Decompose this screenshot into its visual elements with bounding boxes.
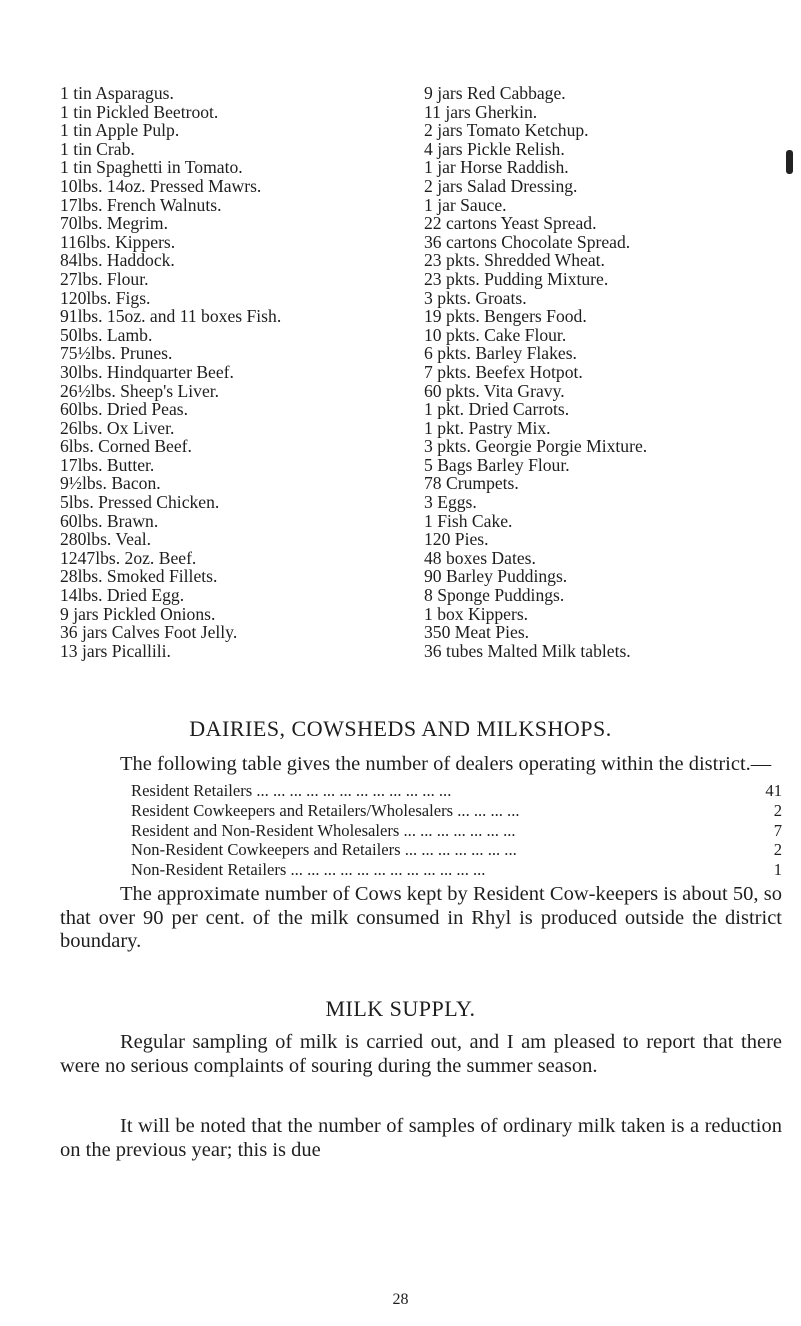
list-item: 1 pkt. Dried Carrots. (424, 399, 570, 420)
list-item: 9 jars Pickled Onions. (60, 603, 216, 624)
list-item: 17lbs. French Walnuts. (60, 194, 222, 215)
list-item: 4 jars Pickle Relish. (424, 138, 565, 159)
list-item: 3 Eggs. (424, 492, 477, 513)
milk-paragraph-2: It will be noted that the number of samples of ordinary milk taken is a reduction on the previous year; this is due (60, 1115, 782, 1161)
list-item: 70lbs. Megrim. (60, 213, 169, 234)
list-item: 5lbs. Pressed Chicken. (60, 492, 220, 513)
list-item: 10 pkts. Cake Flour. (424, 324, 567, 345)
list-item: 28lbs. Smoked Fillets. (60, 566, 218, 587)
list-item: 84lbs. Haddock. (60, 250, 175, 271)
dairies-heading: DAIRIES, COWSHEDS AND MILKSHOPS. (189, 716, 612, 741)
row-dots: ... ... ... ... ... ... ... (403, 820, 516, 840)
list-item: 14lbs. Dried Egg. (60, 585, 185, 606)
list-item: 1 box Kippers. (424, 603, 529, 624)
row-value: 1 (773, 860, 782, 880)
dairies-intro: The following table gives the number of dealers operating within the district.— (120, 753, 772, 775)
list-item: 90 Barley Puddings. (424, 566, 568, 587)
list-item: 350 Meat Pies. (424, 622, 530, 643)
list-item: 60lbs. Dried Peas. (60, 399, 189, 420)
list-item: 27lbs. Flour. (60, 268, 149, 289)
right-item-list (424, 84, 796, 660)
left-item-list (60, 84, 390, 660)
list-item: 280lbs. Veal. (60, 529, 152, 550)
list-item: 1 tin Asparagus. (60, 83, 174, 103)
table-row (131, 781, 782, 801)
list-item: 9 jars Red Cabbage. (424, 83, 566, 103)
list-item: 36 cartons Chocolate Spread. (424, 231, 631, 252)
list-item: 120lbs. Figs. (60, 287, 151, 308)
list-item: 116lbs. Kippers. (60, 231, 176, 252)
list-item: 6 pkts. Barley Flakes. (424, 343, 577, 364)
row-label: Non-Resident Retailers (131, 860, 287, 880)
table-row (131, 840, 782, 860)
list-item: 48 boxes Dates. (424, 547, 536, 568)
table-row (131, 801, 782, 821)
list-item: 5 Bags Barley Flour. (424, 454, 570, 475)
list-item: 7 pkts. Beefex Hotpot. (424, 361, 583, 382)
row-label: Non-Resident Cowkeepers and Retailers (131, 840, 401, 860)
list-item: 1 pkt. Pastry Mix. (424, 417, 551, 438)
list-item: 8 Sponge Puddings. (424, 585, 565, 606)
list-item: 91lbs. 15oz. and 11 boxes Fish. (60, 306, 282, 327)
list-item: 1 tin Pickled Beetroot. (60, 101, 219, 122)
milk-paragraph-1: Regular sampling of milk is carried out, and I am pleased to report that there were no serious complaints of souring during the summer season. (60, 1031, 782, 1077)
list-item: 120 Pies. (424, 529, 489, 550)
page-number: 28 (392, 1291, 409, 1308)
table-row (131, 821, 782, 841)
list-item: 1 tin Apple Pulp. (60, 120, 180, 141)
list-item: 26lbs. Ox Liver. (60, 417, 175, 438)
list-item: 1 jar Sauce. (424, 194, 507, 215)
row-value: 7 (773, 820, 782, 840)
list-item: 23 pkts. Pudding Mixture. (424, 268, 609, 289)
list-item: 13 jars Picallili. (60, 640, 171, 661)
list-item: 10lbs. 14oz. Pressed Mawrs. (60, 175, 262, 196)
list-item: 50lbs. Lamb. (60, 324, 153, 345)
list-item: 30lbs. Hindquarter Beef. (60, 361, 234, 382)
list-item: 2 jars Salad Dressing. (424, 175, 578, 196)
list-item: 36 jars Calves Foot Jelly. (60, 622, 238, 643)
milk-supply-heading: MILK SUPPLY. (325, 996, 476, 1021)
list-item: 1247lbs. 2oz. Beef. (60, 547, 197, 568)
row-value: 41 (765, 781, 782, 800)
list-item: 3 pkts. Georgie Porgie Mixture. (424, 436, 648, 457)
list-item: 23 pkts. Shredded Wheat. (424, 250, 605, 271)
table-row (131, 860, 782, 880)
row-value: 2 (773, 800, 782, 820)
list-item: 78 Crumpets. (424, 473, 519, 494)
list-item: 75½lbs. Prunes. (60, 343, 173, 364)
cows-paragraph: The approximate number of Cows kept by Resident Cow-keepers is about 50, so that over 90 per cent. of the milk consumed in Rhyl is produced outside the district boundary. (60, 883, 782, 952)
list-item: 22 cartons Yeast Spread. (424, 213, 597, 234)
list-item: 9½lbs. Bacon. (60, 473, 161, 494)
list-item: 11 jars Gherkin. (424, 101, 538, 122)
row-dots: ... ... ... ... ... ... ... (404, 840, 517, 860)
row-value: 2 (773, 840, 782, 860)
row-label: Resident Retailers (131, 781, 253, 800)
list-item: 2 jars Tomato Ketchup. (424, 120, 589, 141)
list-item: 26½lbs. Sheep's Liver. (60, 380, 220, 401)
row-dots: ... ... ... ... ... ... ... ... ... ... ... ... (256, 781, 452, 800)
dealers-table (131, 781, 782, 880)
list-item: 60 pkts. Vita Gravy. (424, 380, 565, 401)
list-item: 1 tin Crab. (60, 138, 135, 159)
list-item: 17lbs. Butter. (60, 454, 155, 475)
row-label: Resident Cowkeepers and Retailers/Wholesalers (131, 800, 454, 820)
list-item: 36 tubes Malted Milk tablets. (424, 640, 631, 661)
margin-mark (786, 150, 793, 174)
list-item: 19 pkts. Bengers Food. (424, 306, 587, 327)
list-item: 6lbs. Corned Beef. (60, 436, 192, 457)
row-dots: ... ... ... ... ... ... ... ... ... ... ... ... (290, 860, 486, 880)
list-item: 1 jar Horse Raddish. (424, 157, 569, 178)
list-item: 1 tin Spaghetti in Tomato. (60, 157, 243, 178)
list-item: 60lbs. Brawn. (60, 510, 159, 531)
row-label: Resident and Non-Resident Wholesalers (131, 820, 400, 840)
list-item: 3 pkts. Groats. (424, 287, 527, 308)
list-item: 1 Fish Cake. (424, 510, 513, 531)
row-dots: ... ... ... ... (457, 800, 520, 820)
